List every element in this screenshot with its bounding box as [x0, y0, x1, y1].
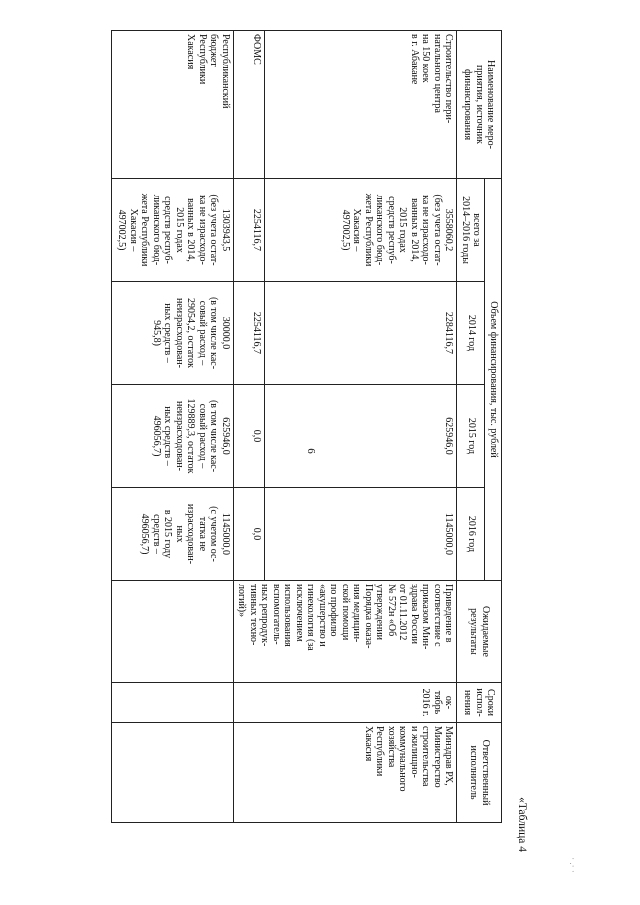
text-line: Порядка оказа- [363, 584, 374, 649]
header-2016: 2016 год [457, 488, 485, 581]
row-2016 [112, 488, 234, 581]
text-line: 1145000,0 [443, 512, 455, 556]
text-line: Хакасия – [128, 208, 139, 252]
text-line: Республиканский [220, 34, 231, 109]
text-line: соответствие с [432, 584, 443, 647]
text-line: № 572н «Об [386, 584, 397, 637]
text-line: 0,0 [251, 429, 263, 443]
text-line: утверждении [374, 584, 386, 640]
text-line: Республики [197, 34, 208, 85]
text-line: исключением [294, 584, 305, 642]
text-line: ка не израсходо- [197, 195, 208, 265]
text-line: 129889,3, остаток [185, 398, 197, 474]
text-line: по профилю [328, 584, 340, 637]
text-line: 29054,2, остаток [185, 298, 197, 368]
text-line: 2014–2016 годы [460, 196, 471, 264]
header-total [457, 179, 485, 282]
responsible-executor [234, 723, 458, 823]
text-line: израсходован- [185, 503, 197, 565]
text-line: ской помощи [340, 584, 351, 641]
row-name [234, 31, 265, 179]
header-row-1 [485, 31, 502, 823]
text-line: Хакасия [185, 34, 197, 70]
row-2016 [234, 488, 265, 581]
header-2015: 2015 год [457, 385, 485, 488]
text-line: испол- [474, 688, 485, 717]
text-line: 2016 г. [420, 688, 432, 717]
text-line: здрава России [409, 584, 420, 644]
text-line: неизрасходован- [174, 401, 185, 471]
text-line: нения [462, 689, 474, 716]
text-line: хозяйства [386, 726, 397, 768]
text-line: ных репродук- [259, 584, 271, 647]
text-line: Хакасия – [351, 208, 363, 252]
text-line: 497002,5) [340, 209, 351, 251]
text-line: ликанского бюд- [151, 194, 162, 266]
text-line: 30000,0 [220, 316, 231, 350]
text-line: средств респуб- [386, 196, 397, 264]
text-line: Республики [374, 726, 386, 777]
text-line: ных [174, 525, 185, 543]
text-line: тябрь [432, 690, 443, 715]
text-line: 625946,0 [443, 417, 455, 455]
text-line: 3558060,2 [443, 208, 455, 252]
table-row [265, 31, 457, 823]
text-line: 1303943,5 [220, 208, 231, 252]
text-line: в г. Абакане [409, 34, 420, 85]
header-terms [457, 683, 502, 723]
text-line: гинекология (за [305, 584, 317, 651]
text-line: и жилищно- [409, 726, 420, 778]
row-2014 [265, 282, 457, 385]
row-2015 [234, 385, 265, 488]
row-2014 [112, 282, 234, 385]
text-line: финансирования [462, 68, 474, 141]
text-line: средств – [151, 514, 162, 554]
financing-table [111, 30, 502, 823]
text-line: неизрасходован- [174, 298, 185, 368]
text-line: жета Республики [363, 193, 374, 267]
row-total [234, 179, 265, 282]
text-line: 2254116,7 [251, 311, 263, 355]
text-line: строительства [420, 726, 432, 787]
text-line: Ответственный [479, 739, 491, 806]
text-line: «акушерство и [317, 584, 328, 647]
text-line: средств респуб- [162, 196, 174, 264]
text-line: Наименование меро- [485, 60, 497, 149]
expected-results [234, 581, 458, 683]
text-line: использования [282, 584, 294, 647]
empty-cell [112, 581, 234, 683]
empty-cell [112, 683, 234, 723]
text-line: Строительство пери- [443, 34, 455, 124]
empty-cell [112, 723, 234, 823]
text-line: 945,8) [151, 320, 162, 346]
row-2015 [265, 385, 457, 488]
text-line: 496056,7) [151, 415, 162, 457]
row-total [112, 179, 234, 282]
text-line: совый расход – [197, 403, 208, 469]
text-line: приятия, источник [474, 65, 485, 144]
text-line: 497002,5) [116, 209, 128, 251]
text-line: ния медицин- [351, 584, 363, 643]
text-line: (без учета остат- [432, 194, 443, 266]
table-row [112, 31, 234, 823]
text-line: от 01.11.2012 [397, 584, 409, 641]
header-results [457, 581, 502, 683]
text-line: ФОМС [251, 34, 263, 65]
text-line: жета Республики [139, 193, 151, 267]
text-line: 1145000,0 [220, 512, 231, 556]
row-name [112, 31, 234, 179]
text-line: (без учета остат- [208, 194, 220, 266]
row-2015 [112, 385, 234, 488]
row-name [265, 31, 457, 179]
scan-artifact: · .· · [567, 857, 578, 873]
text-line: Ожидаемые [479, 606, 491, 657]
text-line: 625946,0 [220, 417, 231, 455]
text-line: ных средств – [162, 303, 174, 363]
text-line: Хакасия [363, 726, 374, 762]
text-line: вспомогатель- [271, 584, 282, 645]
text-line: Сроки [485, 689, 497, 716]
text-line: Министерство [432, 726, 443, 788]
table-caption: «Таблица 4 [516, 797, 528, 852]
text-line: 2284116,7 [443, 311, 455, 355]
text-line: бюджет [208, 34, 220, 67]
text-line: татка не [197, 516, 208, 552]
text-line: Минздрав РХ, [443, 726, 455, 786]
text-line: совый расход – [197, 300, 208, 366]
text-line: ка не израсходо- [420, 195, 432, 265]
text-line: логий)» [236, 584, 248, 618]
text-line: ванных в 2014, [185, 198, 197, 262]
text-line: (в том числе кас- [208, 296, 220, 370]
text-line: 496056,7) [139, 513, 151, 555]
rotated-page [116, 30, 528, 870]
row-2016 [265, 488, 457, 581]
row-total [265, 179, 457, 282]
header-name [457, 31, 502, 179]
text-line: коммунального [397, 726, 409, 792]
text-line: натального центра [432, 34, 443, 113]
text-line: результаты [468, 608, 480, 655]
text-line: 2015 годах [397, 207, 409, 253]
execution-terms [234, 683, 458, 723]
text-line: 0,0 [251, 527, 263, 541]
text-line: исполнитель [468, 745, 480, 800]
text-line: ных средств – [162, 406, 174, 466]
text-line: ликанского бюд- [374, 194, 386, 266]
text-line: на 150 коек [420, 34, 432, 83]
text-line: (в том числе кас- [208, 399, 220, 473]
header-executor [457, 723, 502, 823]
text-line: (с учетом ос- [208, 506, 220, 562]
text-line: приказом Мин- [420, 584, 432, 650]
text-line: тивных техно- [248, 584, 259, 646]
header-volume: Объем финансирования, тыс. рублей [485, 179, 502, 581]
page-number: 6 [304, 448, 317, 454]
text-line: в 2015 году [162, 509, 174, 559]
text-line: ок- [443, 695, 455, 710]
text-line: 2254116,7 [251, 208, 263, 252]
text-line: Приведение в [443, 584, 455, 643]
text-line: ванных в 2014, [409, 198, 420, 262]
text-line: всего за [471, 213, 483, 247]
text-line: 2015 годах [174, 207, 185, 253]
row-2014 [234, 282, 265, 385]
header-2014: 2014 год [457, 282, 485, 385]
